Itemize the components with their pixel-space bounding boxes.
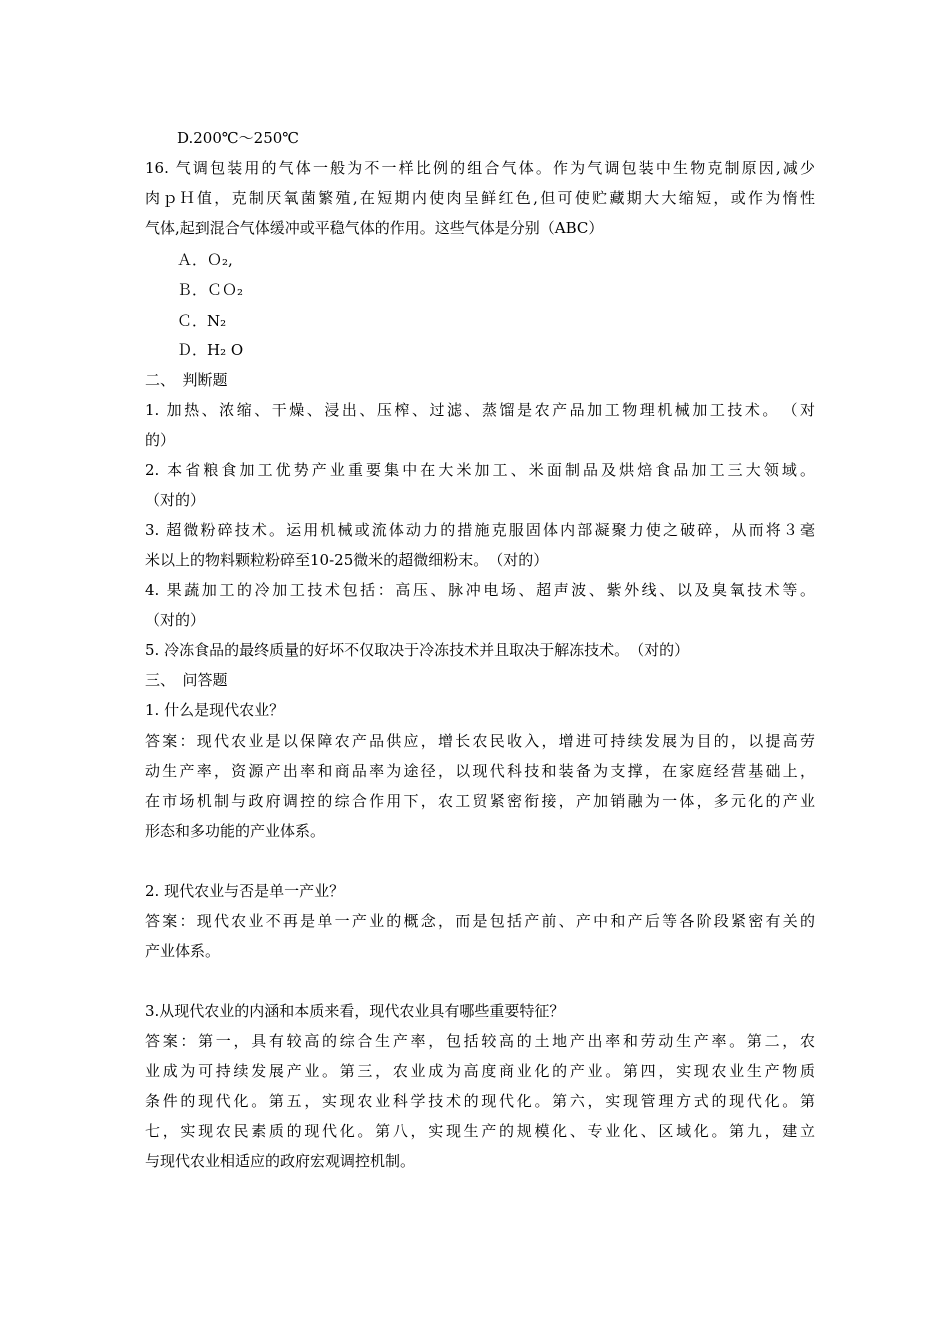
judgement-item: （对的） (145, 491, 206, 509)
q16-text-line: 16. 气调包装用的气体一般为不一样比例的组合气体。作为气调包装中生物克制原因,减少 (145, 159, 815, 177)
judgement-item: 1. 加热、浓缩、干燥、浸出、压榨、过滤、蒸馏是农产品加工物理机械加工技术。 （对 (145, 401, 815, 419)
q16-option-d: Ｄ．H₂ O (177, 341, 244, 359)
qa-answer-1-line: 形态和多功能的产业体系。 (145, 822, 326, 840)
section-heading-judgement: 二、 判断题 (145, 371, 228, 389)
qa-answer-3-line: 七，实现农民素质的现代化。第八，实现生产的规模化、专业化、区域化。第九，建立 (145, 1122, 815, 1140)
qa-question-1: 1. 什么是现代农业？ (145, 701, 285, 719)
qa-answer-3-line: 答案：第一，具有较高的综合生产率，包括较高的土地产出率和劳动生产率。第二，农 (145, 1032, 815, 1050)
judgement-item: 米以上的物料颗粒粉碎至10-25微米的超微细粉末。 （对的） (145, 551, 549, 569)
qa-answer-1-line: 答案：现代农业是以保障农产品供应，增长农民收入，增进可持续发展为目的，以提高劳 (145, 732, 815, 750)
qa-answer-3-line: 与现代农业相适应的政府宏观调控机制。 (145, 1152, 416, 1170)
section-heading-qa: 三、 问答题 (145, 671, 228, 689)
qa-answer-3-line: 条件的现代化。第五，实现农业科学技术的现代化。第六，实现管理方式的现代化。第 (145, 1092, 815, 1110)
qa-answer-2-line: 答案：现代农业不再是单一产业的概念，而是包括产前、产中和产后等各阶段紧密有关的 (145, 912, 815, 930)
qa-question-3: 3.从现代农业的内涵和本质来看，现代农业具有哪些重要特征？ (145, 1002, 565, 1020)
qa-question-2: 2. 现代农业与否是单一产业？ (145, 882, 345, 900)
q16-option-a: Ａ．Ｏ₂, (177, 251, 233, 269)
judgement-item: （对的） (145, 611, 206, 629)
q15-option-d: D.200℃～250℃ (177, 129, 300, 147)
q16-text-line: 气体,起到混合气体缓冲或平稳气体的作用。这些气体是分别（ABC） (145, 219, 604, 237)
q16-text-line: 肉ｐＨ值，克制厌氧菌繁殖,在短期内使肉呈鲜红色,但可使贮藏期大大缩短，或作为惰性 (145, 189, 815, 207)
judgement-item: 5. 冷冻食品的最终质量的好坏不仅取决于冷冻技术并且取决于解冻技术。 （对的） (145, 641, 690, 659)
qa-answer-2-line: 产业体系。 (145, 942, 221, 960)
q16-option-c: Ｃ．N₂ (177, 312, 227, 330)
judgement-item: 2. 本省粮食加工优势产业重要集中在大米加工、米面制品及烘焙食品加工三大领域。 (145, 461, 815, 479)
qa-answer-3-line: 业成为可持续发展产业。第三，农业成为高度商业化的产业。第四，实现农业生产物质 (145, 1062, 815, 1080)
judgement-item: 的） (145, 431, 176, 449)
judgement-item: 3. 超微粉碎技术。运用机械或流体动力的措施克服固体内部凝聚力使之破碎，从而将３毫 (145, 521, 815, 539)
qa-answer-1-line: 动生产率，资源产出率和商品率为途径，以现代科技和装备为支撑，在家庭经营基础上， (145, 762, 815, 780)
q16-option-b: Ｂ．ＣＯ₂ (177, 281, 244, 299)
qa-answer-1-line: 在市场机制与政府调控的综合作用下，农工贸紧密衔接，产加销融为一体，多元化的产业 (145, 792, 815, 810)
judgement-item: 4. 果蔬加工的冷加工技术包括：高压、脉冲电场、超声波、紫外线、以及臭氧技术等。 (145, 581, 815, 599)
